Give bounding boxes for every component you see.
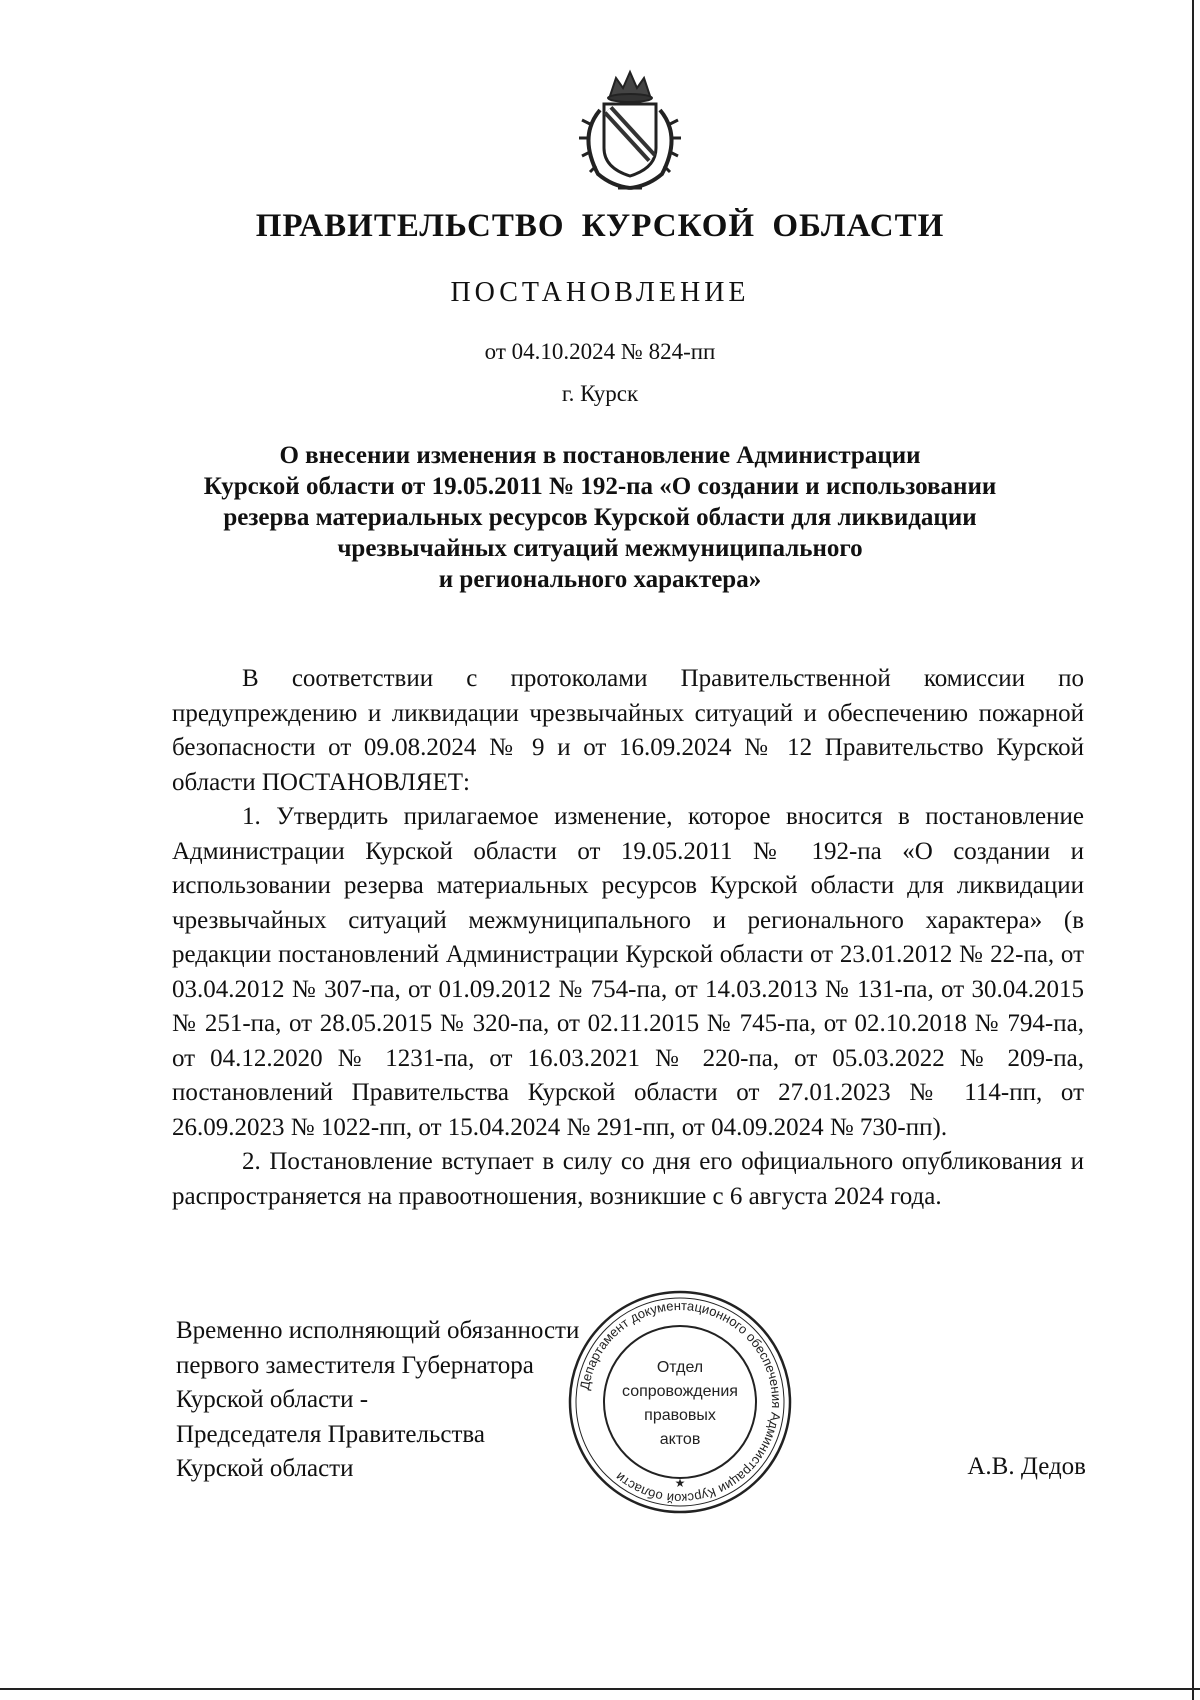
position-line: первого заместителя Губернатора: [176, 1351, 534, 1379]
kursk-coat-of-arms-icon: [560, 66, 700, 192]
body-paragraph-item-1: 1. Утвердить прилагаемое изменение, которое вносится в постановление Администрации Курской области от 19.05.2011 № 192-па «О создании и использовании резерва материальных ресурсов Курской области для ликвидации чрезвычайных ситуаций межмуниципального и регионального характера» (в редакции постановлений Администрации Курской области от 23.01.2012 № 22-па, от 03.04.2012 № 307-па, от 01.09.2012 № 754-па, от 14.03.2013 № 131-па, от 30.04.2015 № 251-па, от 28.05.2015 № 320-па, от 02.11.2015 № 745-па, от 02.10.2018 № 794-па, от 04.12.2020 № 1231-па, от 16.03.2021 № 220-па, от 05.03.2022 № 209-па, постановлений Правительства Курской области от 27.01.2023 № 114-пп, от 26.09.2023 № 1022-пп, от 15.04.2024 № 291-пп, от 04.09.2024 № 730-пп).: [172, 803, 1084, 1141]
stamp-star-icon: ★: [674, 1476, 686, 1490]
scan-edge-bottom: [0, 1688, 1200, 1690]
signatory-position: [176, 1314, 606, 1487]
position-line: Председателя Правительства: [176, 1420, 485, 1448]
official-stamp: [564, 1286, 796, 1518]
stamp-ring-text: Департамент документационного обеспечения Администрации Курской области: [576, 1297, 785, 1507]
subject-line: О внесении изменения в постановление Администрации: [279, 442, 921, 469]
position-line: Курской области: [176, 1455, 354, 1482]
document-date-number: от 04.10.2024 № 824-пп: [484, 339, 716, 364]
position-line: Курской области -: [176, 1386, 369, 1413]
position-line: Временно исполняющий обязанности: [176, 1317, 580, 1344]
stamp-center-line: сопровождения: [622, 1383, 738, 1400]
stamp-center-line: Отдел: [656, 1359, 704, 1376]
subject-line: чрезвычайных ситуаций межмуниципального: [337, 535, 863, 562]
signatory-name: А.В. Дедов: [967, 1453, 1086, 1480]
document-body: [172, 662, 1084, 1214]
subject-line: и регионального характера»: [438, 566, 762, 593]
document-type: ПОСТАНОВЛЕНИЕ: [450, 277, 750, 308]
body-paragraph-item-2: 2. Постановление вступает в силу со дня его официального опубликования и распространяется на правоотношения, возникшие с 6 августа 2024 года.: [172, 1148, 1084, 1210]
government-title: ПРАВИТЕЛЬСТВО КУРСКОЙ ОБЛАСТИ: [255, 208, 945, 244]
stamp-center-line: актов: [659, 1431, 701, 1448]
document-subject: [160, 440, 1040, 595]
scan-edge-right: [1192, 0, 1194, 1700]
subject-line: Курской области от 19.05.2011 № 192-па «О создании и использовании: [203, 473, 997, 500]
subject-line: резерва материальных ресурсов Курской области для ликвидации: [223, 504, 977, 531]
stamp-center-line: правовых: [644, 1407, 716, 1424]
document-city: г. Курск: [561, 381, 639, 406]
body-paragraph-preamble: В соответствии с протоколами Правительственной комиссии по предупреждению и ликвидации чрезвычайных ситуаций и обеспечению пожарной безопасности от 09.08.2024 № 9 и от 16.09.2024 № 12 Правительство Курской области ПОСТАНОВЛЯЕТ:: [172, 665, 1084, 796]
